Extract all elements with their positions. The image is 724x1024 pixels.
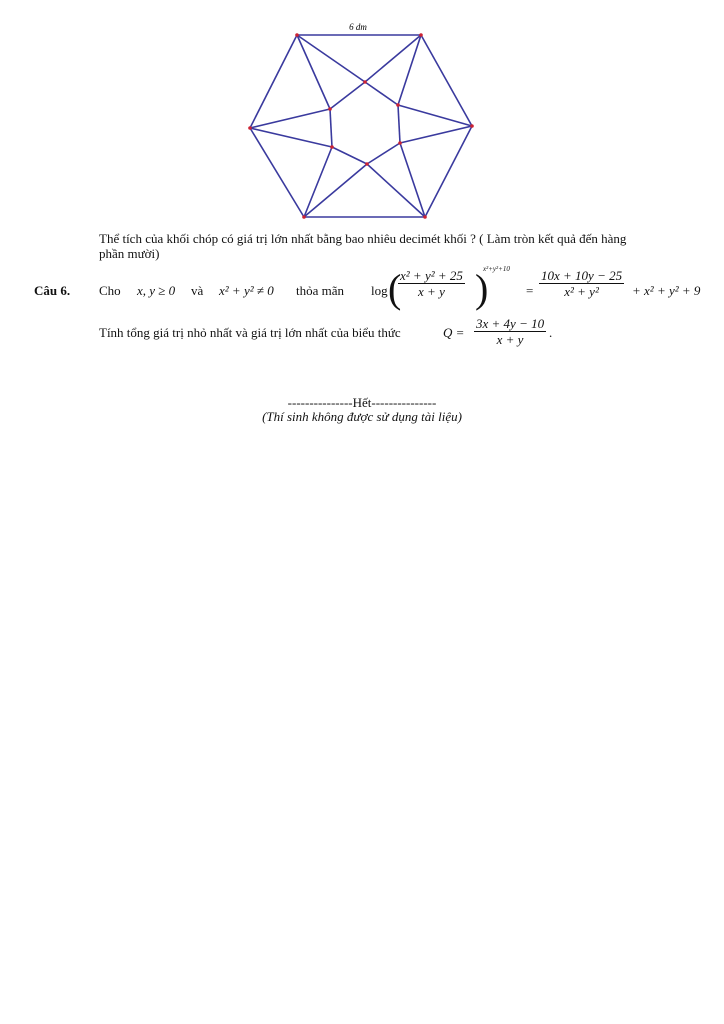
q-period: . — [549, 325, 553, 340]
figure-edge — [250, 128, 332, 147]
va-word: và — [191, 283, 204, 298]
rhs-denominator: x² + y² — [564, 284, 599, 299]
question6-label: Câu 6. — [34, 283, 71, 298]
figure-vertex — [295, 33, 299, 37]
condition-nonzero: x² + y² ≠ 0 — [219, 283, 274, 298]
figure-vertex — [248, 126, 252, 130]
figure-vertex — [398, 141, 402, 145]
question5-line2: phần mười) — [99, 246, 160, 261]
right-paren: ) — [475, 266, 489, 311]
figure-edge — [365, 82, 398, 105]
figure-edge — [421, 35, 472, 126]
figure-vertex — [330, 145, 334, 149]
rhs-tail: + x² + y² + 9 — [632, 283, 701, 298]
q-numerator: 3x + 4y − 10 — [476, 316, 545, 331]
end-marker: ---------------Hết--------------- — [287, 395, 437, 410]
question5-line1: Thể tích của khối chóp có giá trị lớn nhất bằng bao nhiêu decimét khối ? ( Làm tròn kết quả đến hàng — [99, 231, 627, 246]
cho-word: Cho — [99, 283, 121, 298]
log-exponent: x²+y²+10 — [483, 265, 510, 273]
no-materials-note: (Thí sinh không được sử dụng tài liệu) — [262, 409, 462, 424]
side-length-label: 6 dm — [349, 22, 367, 32]
question6-statement — [99, 262, 719, 316]
figure-edge — [330, 109, 332, 147]
q-lhs: Q = — [443, 325, 465, 340]
figure-edge — [250, 109, 330, 128]
question6-task — [99, 316, 659, 356]
figure-vertex — [363, 80, 367, 84]
figure-edge — [367, 143, 400, 164]
question5-text — [99, 231, 711, 261]
figure-edge — [304, 147, 332, 217]
figure-edge — [400, 126, 472, 143]
figure-vertex — [302, 215, 306, 219]
log-argument-fraction — [398, 268, 465, 299]
figure-vertex — [396, 103, 400, 107]
figure-vertex — [423, 215, 427, 219]
rhs-numerator: 10x + 10y − 25 — [541, 268, 623, 283]
task-text: Tính tổng giá trị nhỏ nhất và giá trị lớn nhất của biểu thức — [99, 325, 401, 340]
figure-edge — [332, 147, 367, 164]
log-argument-denominator: x + y — [418, 284, 445, 299]
figure-edge — [304, 164, 367, 217]
figure-edge — [425, 126, 472, 217]
figure-vertex — [365, 162, 369, 166]
figure-edge — [250, 128, 304, 217]
rhs-fraction — [539, 268, 624, 299]
left-paren: ( — [388, 266, 402, 311]
condition-nonneg: x, y ≥ 0 — [137, 283, 176, 298]
q-fraction — [474, 316, 546, 347]
thoa-man-word: thỏa mãn — [296, 283, 345, 298]
hexagon-star-figure — [240, 18, 480, 224]
equals-sign: = — [526, 283, 534, 298]
q-denominator: x + y — [496, 332, 524, 347]
figure-edge — [330, 82, 365, 109]
figure-edge — [250, 35, 297, 128]
figure-edge — [398, 105, 472, 126]
figure-vertex — [470, 124, 474, 128]
figure-edge — [398, 105, 400, 143]
figure-vertex — [419, 33, 423, 37]
figure-vertex — [328, 107, 332, 111]
log-argument-numerator: x² + y² + 25 — [400, 268, 463, 283]
log-word: log — [371, 283, 388, 298]
